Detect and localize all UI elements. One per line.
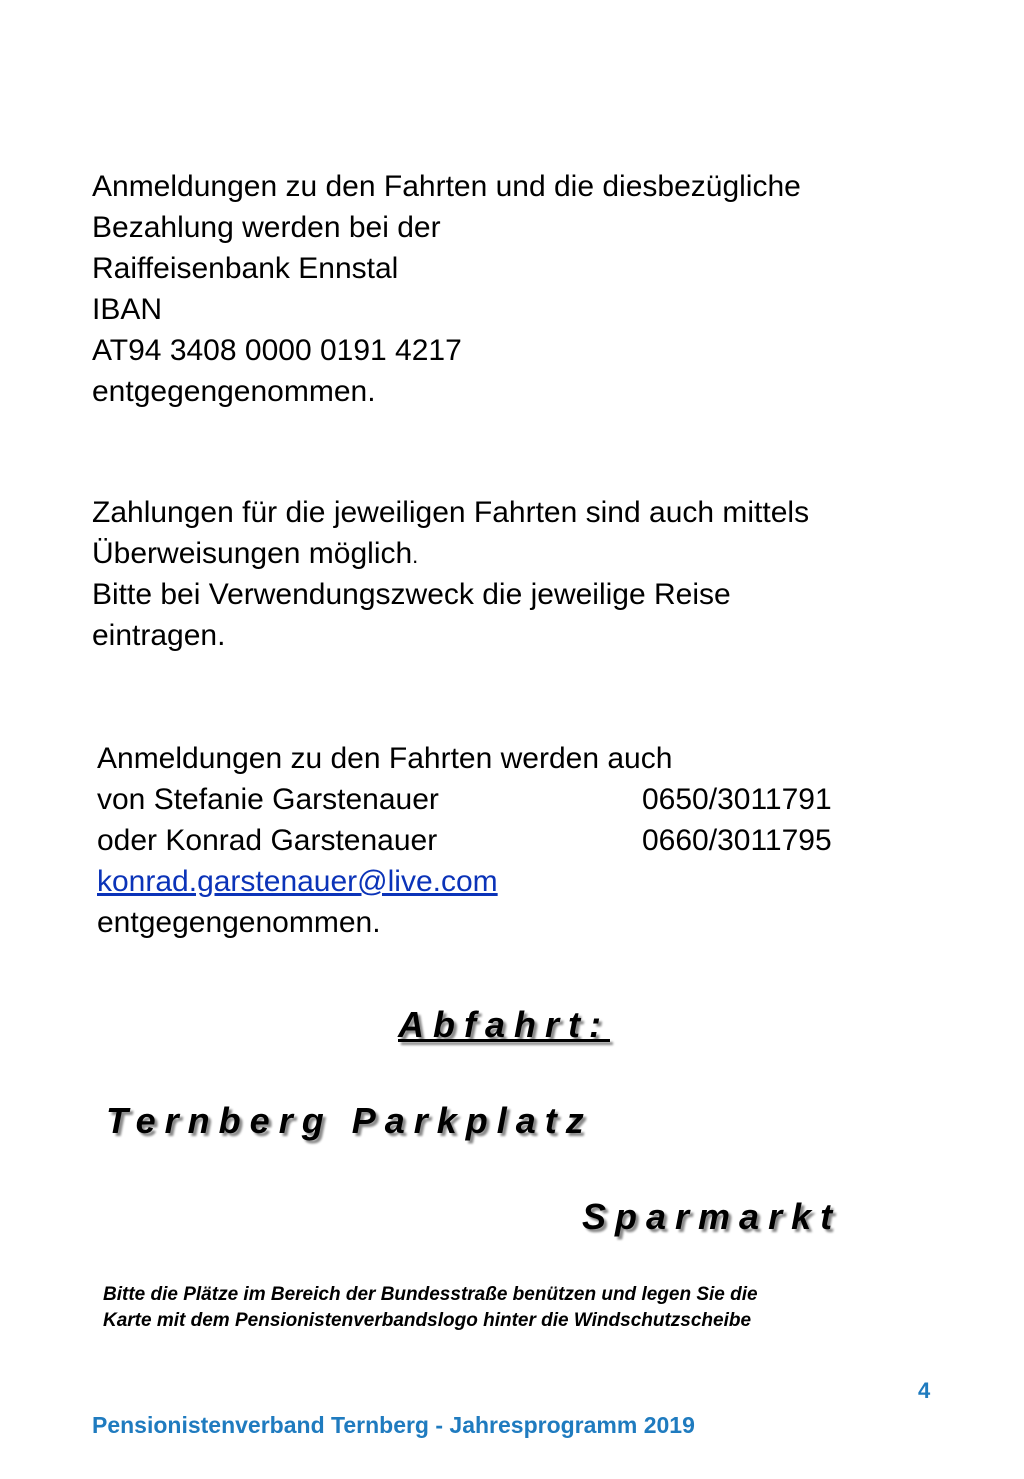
email-link[interactable]: konrad.garstenauer@live.com	[97, 865, 498, 898]
footer-title: Pensionistenverband Ternberg - Jahresprogramm 2019	[92, 1412, 695, 1438]
payment-info	[92, 492, 809, 656]
contact-row-1	[97, 779, 897, 820]
contact-1-phone: 0650/3011791	[642, 783, 832, 816]
page-number: 4	[918, 1378, 931, 1403]
payment-line-2-text: Überweisungen möglich	[92, 537, 413, 570]
registration-line-1: Anmeldungen zu den Fahrten und die diesbezügliche	[92, 170, 801, 203]
parking-note-line-1: Bitte die Plätze im Bereich der Bundesstraße benützen und legen Sie die	[103, 1284, 758, 1305]
iban-number: AT94 3408 0000 0191 4217	[92, 334, 462, 367]
departure-location-1: Ternberg Parkplatz	[106, 1100, 593, 1141]
parking-note-line-2: Karte mit dem Pensionistenverbandslogo hinter die Windschutzscheibe	[103, 1310, 752, 1331]
contact-intro: Anmeldungen zu den Fahrten werden auch	[97, 742, 673, 775]
departure-heading: Abfahrt:	[398, 1004, 610, 1045]
contact-info	[97, 738, 897, 943]
contact-row-2	[97, 820, 897, 861]
payment-line-4: eintragen.	[92, 619, 226, 652]
payment-line-3: Bitte bei Verwendungszweck die jeweilige Reise	[92, 578, 731, 611]
payment-line-2	[92, 533, 809, 574]
payment-line-1: Zahlungen für die jeweiligen Fahrten sind auch mittels	[92, 496, 810, 529]
contact-closing: entgegengenommen.	[97, 906, 381, 939]
bank-name: Raiffeisenbank Ennstal	[92, 252, 399, 285]
payment-line-2-dot: .	[412, 543, 419, 568]
contact-2-phone: 0660/3011795	[642, 824, 832, 857]
registration-line-6: entgegengenommen.	[92, 375, 376, 408]
iban-label: IBAN	[92, 293, 163, 326]
parking-note	[103, 1282, 758, 1334]
contact-2-name: oder Konrad Garstenauer	[97, 824, 438, 857]
registration-line-2: Bezahlung werden bei der	[92, 211, 441, 244]
email-row	[97, 861, 897, 902]
departure-location-2: Sparmarkt	[582, 1196, 842, 1237]
registration-info	[92, 166, 801, 412]
contact-1-name: von Stefanie Garstenauer	[97, 783, 439, 816]
